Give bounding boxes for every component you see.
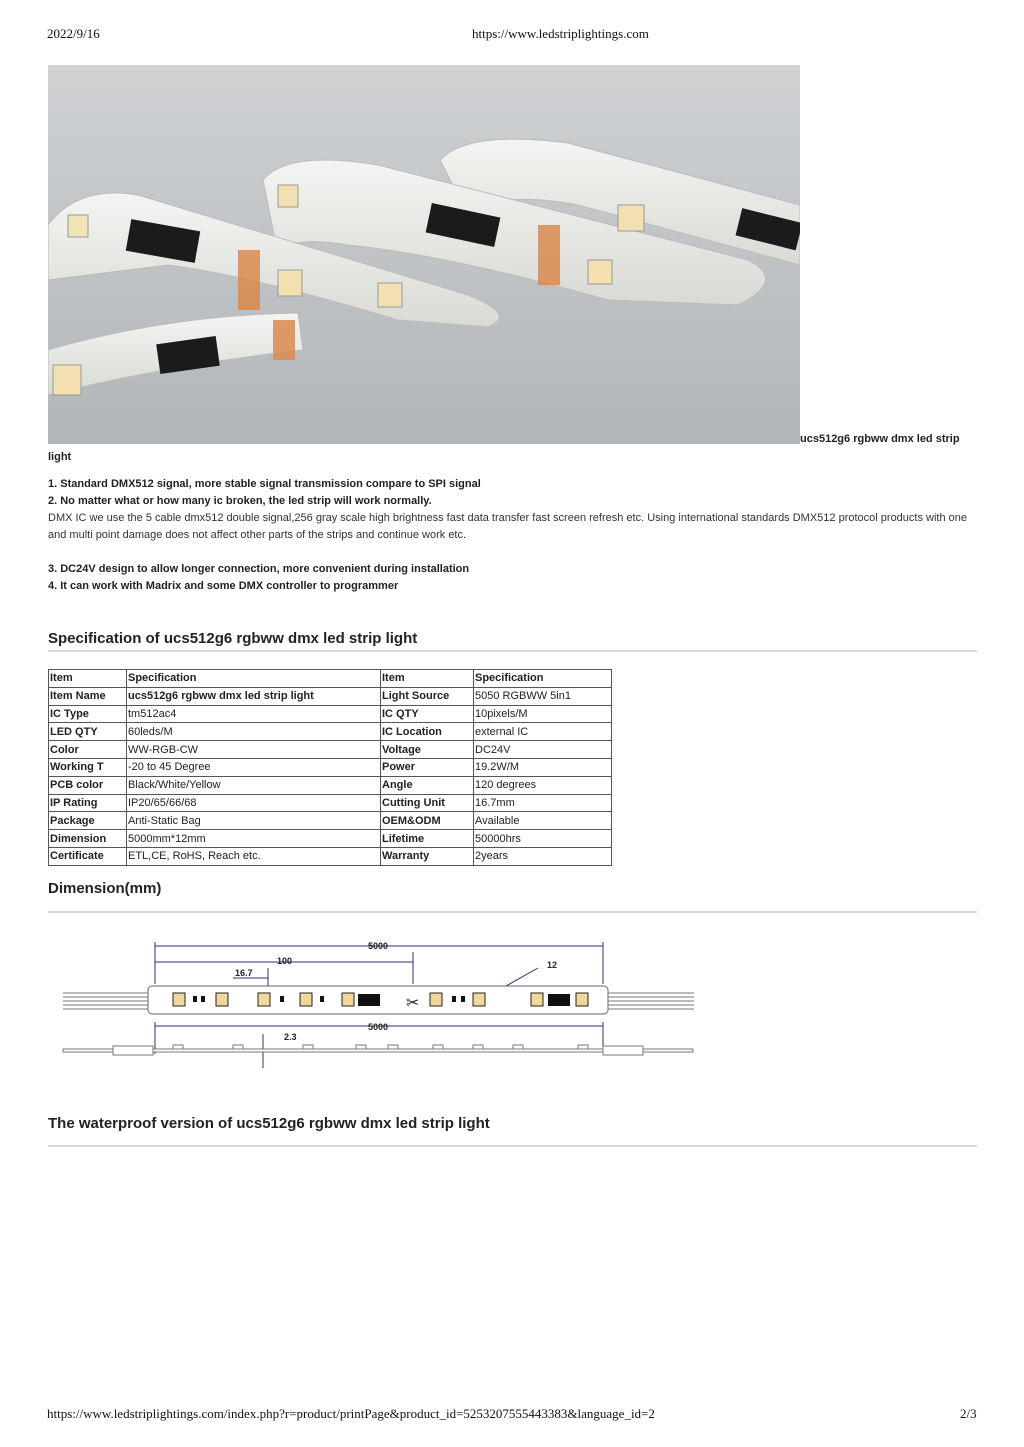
table-cell: Working T bbox=[49, 758, 127, 776]
table-cell: Item Name bbox=[49, 687, 127, 705]
table-cell: ucs512g6 rgbww dmx led strip light bbox=[127, 687, 381, 705]
table-row bbox=[49, 794, 612, 812]
table-cell: 5000mm*12mm bbox=[127, 830, 381, 848]
table-row bbox=[49, 705, 612, 723]
table-cell: IP20/65/66/68 bbox=[127, 794, 381, 812]
feature-3: 3. DC24V design to allow longer connection, more convenient during installation bbox=[48, 563, 470, 575]
table-cell: Cutting Unit bbox=[381, 794, 474, 812]
feature-4: 4. It can work with Madrix and some DMX controller to programmer bbox=[48, 580, 399, 592]
print-site-url: https://www.ledstriplightings.com bbox=[472, 26, 649, 41]
table-row bbox=[49, 723, 612, 741]
print-date: 2022/9/16 bbox=[47, 26, 100, 41]
table-cell: 19.2W/M bbox=[474, 758, 612, 776]
table-cell: 50000hrs bbox=[474, 830, 612, 848]
table-cell: Black/White/Yellow bbox=[127, 776, 381, 794]
dim-label-thickness: 2.3 bbox=[284, 1032, 297, 1042]
table-row bbox=[49, 847, 612, 865]
table-cell: tm512ac4 bbox=[127, 705, 381, 723]
svg-text:✂: ✂ bbox=[406, 993, 420, 1012]
table-header-row bbox=[49, 670, 612, 688]
table-row bbox=[49, 758, 612, 776]
image-caption-continued: light bbox=[48, 451, 72, 463]
dim-label-total-length: 5000 bbox=[368, 941, 389, 951]
table-row bbox=[49, 687, 612, 705]
led-strip-illustration bbox=[48, 65, 800, 444]
product-photo bbox=[48, 65, 800, 444]
section-divider bbox=[48, 1145, 977, 1147]
section-divider bbox=[48, 911, 977, 913]
table-cell: Anti-Static Bag bbox=[127, 812, 381, 830]
table-cell: Warranty bbox=[381, 847, 474, 865]
table-row bbox=[49, 741, 612, 759]
dim-label-cut-unit: 16.7 bbox=[235, 968, 253, 978]
table-cell: PCB color bbox=[49, 776, 127, 794]
image-caption: ucs512g6 rgbww dmx led strip bbox=[800, 433, 960, 445]
table-cell: 120 degrees bbox=[474, 776, 612, 794]
dim-label-width: 12 bbox=[547, 960, 558, 970]
table-cell: Package bbox=[49, 812, 127, 830]
table-cell: IC QTY bbox=[381, 705, 474, 723]
table-cell: external IC bbox=[474, 723, 612, 741]
print-footer-url: https://www.ledstriplightings.com/index.php?r=product/printPage&product_id=5253207555443383&language_id=2 bbox=[47, 1406, 655, 1421]
table-cell: Angle bbox=[381, 776, 474, 794]
table-cell: Color bbox=[49, 741, 127, 759]
table-cell: Lifetime bbox=[381, 830, 474, 848]
table-row bbox=[49, 830, 612, 848]
table-cell: LED QTY bbox=[49, 723, 127, 741]
table-cell: 5050 RGBWW 5in1 bbox=[474, 687, 612, 705]
table-row bbox=[49, 812, 612, 830]
table-cell: 2years bbox=[474, 847, 612, 865]
dimension-section-title: Dimension(mm) bbox=[48, 880, 162, 897]
table-cell: IP Rating bbox=[49, 794, 127, 812]
table-cell: Light Source bbox=[381, 687, 474, 705]
table-cell: 10pixels/M bbox=[474, 705, 612, 723]
dim-label-bottom-length: 5000 bbox=[368, 1022, 389, 1032]
table-cell: Available bbox=[474, 812, 612, 830]
table-cell: ETL,CE, RoHS, Reach etc. bbox=[127, 847, 381, 865]
waterproof-section-title: The waterproof version of ucs512g6 rgbww dmx led strip light bbox=[48, 1115, 490, 1132]
spec-table bbox=[48, 669, 612, 866]
table-cell: -20 to 45 Degree bbox=[127, 758, 381, 776]
table-cell: Item bbox=[49, 670, 127, 688]
section-divider bbox=[48, 650, 977, 652]
feature-1: 1. Standard DMX512 signal, more stable signal transmission compare to SPI signal bbox=[48, 478, 481, 490]
feature-description: DMX IC we use the 5 cable dmx512 double signal,256 gray scale high brightness fast data transfer fast screen refresh etc. Using international standards DMX512 protocol products with one and multi point damage does not affect other parts of the strips and continue work etc. bbox=[48, 512, 967, 541]
dimension-drawing bbox=[58, 938, 698, 1072]
table-row bbox=[49, 776, 612, 794]
table-cell: WW-RGB-CW bbox=[127, 741, 381, 759]
dim-label-segment: 100 bbox=[277, 956, 293, 966]
table-cell: IC Location bbox=[381, 723, 474, 741]
table-cell: Dimension bbox=[49, 830, 127, 848]
table-cell: Item bbox=[381, 670, 474, 688]
table-cell: Specification bbox=[474, 670, 612, 688]
table-cell: Power bbox=[381, 758, 474, 776]
table-cell: 16.7mm bbox=[474, 794, 612, 812]
table-cell: DC24V bbox=[474, 741, 612, 759]
page-number: 2/3 bbox=[960, 1406, 977, 1421]
feature-2: 2. No matter what or how many ic broken, the led strip will work normally. bbox=[48, 495, 432, 507]
table-cell: Voltage bbox=[381, 741, 474, 759]
table-cell: IC Type bbox=[49, 705, 127, 723]
table-cell: Specification bbox=[127, 670, 381, 688]
table-cell: Certificate bbox=[49, 847, 127, 865]
spec-section-title: Specification of ucs512g6 rgbww dmx led strip light bbox=[48, 630, 418, 647]
table-cell: OEM&ODM bbox=[381, 812, 474, 830]
table-cell: 60leds/M bbox=[127, 723, 381, 741]
